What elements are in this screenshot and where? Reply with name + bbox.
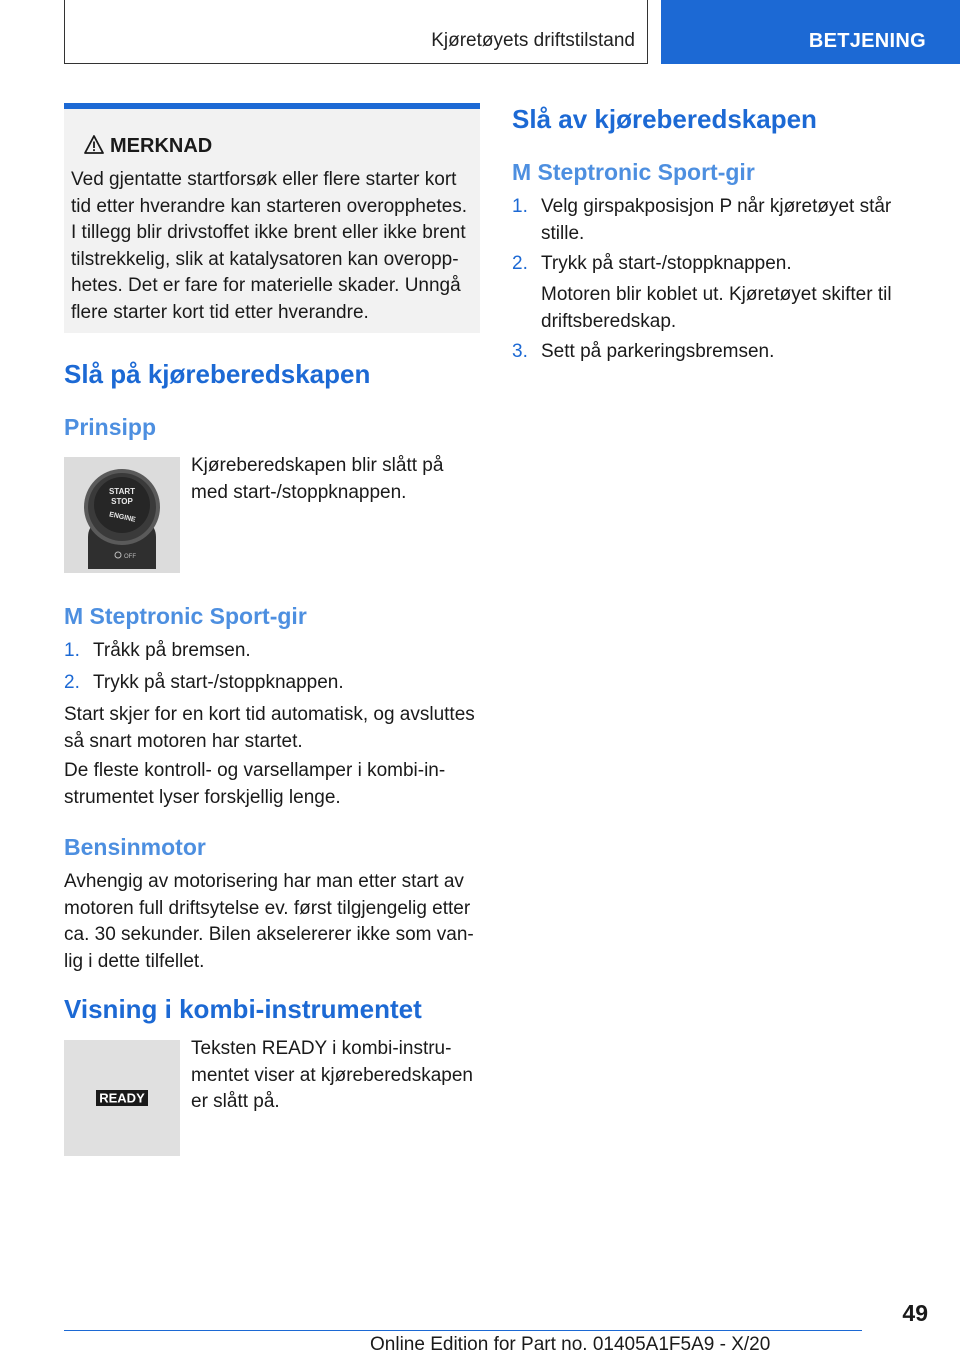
notice-label: MERKNAD xyxy=(110,135,213,157)
heading-start-drive-ready: Slå på kjøreberedskapen xyxy=(64,359,371,389)
heading-stop-drive-ready: Slå av kjøreberedskapen xyxy=(512,104,817,134)
list-item xyxy=(64,670,480,697)
text-line: mentet viser at kjøreberedskapen xyxy=(191,1064,473,1086)
step-text: Trykk på start-/stoppknappen. xyxy=(93,672,344,693)
text-line: Motoren blir koblet ut. Kjøretøyet skifter til xyxy=(541,284,892,305)
paragraph-warning-lamps xyxy=(64,758,480,811)
ready-indicator-icon xyxy=(64,1040,180,1156)
notice-line: tid etter hverandre kan starteren overopphetes. xyxy=(71,195,468,217)
text-line: med start-/stoppknappen. xyxy=(191,481,407,503)
text-line: motoren full driftsytelse ev. først tilgjengelig etter xyxy=(64,897,471,919)
list-item xyxy=(512,251,902,278)
page-number: 49 xyxy=(902,1300,928,1326)
text-line: Kjøreberedskapen blir slått på xyxy=(191,455,444,476)
text-line: er slått på. xyxy=(191,1091,280,1112)
step-text xyxy=(541,282,892,335)
principle-text xyxy=(191,453,480,506)
text-line: strumentet lyser forskjellig lenge. xyxy=(64,786,341,808)
ready-display-image xyxy=(64,1040,180,1156)
ready-label: READY xyxy=(99,1090,145,1106)
button-label-off: OFF xyxy=(124,554,136,560)
warning-icon xyxy=(84,135,104,154)
notice-line: tilstrekkelig, slik at katalysatoren kan overopp- xyxy=(71,248,459,270)
notice-line: I tillegg blir drivstoffet ikke brent eller ikke brent xyxy=(71,222,466,243)
button-label-stop: STOP xyxy=(111,497,133,506)
list-item xyxy=(512,194,902,248)
paragraph-auto-start xyxy=(64,702,480,755)
notice-line: Ved gjentatte startforsøk eller flere starter kort xyxy=(71,169,457,190)
heading-steptronic-stop: M Steptronic Sport-gir xyxy=(512,159,755,185)
paragraph-petrol xyxy=(64,869,480,975)
text-line: Teksten READY i kombi-instru- xyxy=(191,1038,452,1059)
notice-text xyxy=(71,167,475,326)
heading-instrument-display: Visning i kombi-instrumentet xyxy=(64,994,422,1024)
list-item xyxy=(64,638,480,665)
display-text xyxy=(191,1036,480,1116)
text-line: lig i dette tilfellet. xyxy=(64,950,205,972)
step-text xyxy=(541,194,891,247)
list-item xyxy=(512,339,902,366)
footer-divider xyxy=(64,1330,862,1331)
button-label-start: START xyxy=(108,487,136,496)
step-number: 2. xyxy=(512,253,528,274)
header-section-box xyxy=(64,0,648,64)
step-number: 1. xyxy=(64,640,80,661)
step-text: Tråkk på bremsen. xyxy=(93,640,251,661)
text-line: Velg girspakposisjon P når kjøretøyet står xyxy=(541,196,892,217)
start-stop-button-icon xyxy=(64,457,180,573)
text-line: så snart motoren har startet. xyxy=(64,730,303,752)
step-number: 2. xyxy=(64,672,80,693)
text-line: Start skjer for en kort tid automatisk, og avsluttes xyxy=(64,704,475,725)
chapter-tab[interactable] xyxy=(661,0,960,64)
footer-edition: Online Edition for Part no. 01405A1F5A9 - X/20 xyxy=(370,1334,771,1355)
heading-principle: Prinsipp xyxy=(64,414,157,440)
chapter-tab-label: BETJENING xyxy=(808,30,926,52)
text-line: ca. 30 sekunder. Bilen akselererer ikke som van- xyxy=(64,924,474,945)
step-text: Trykk på start-/stoppknappen. xyxy=(541,253,792,274)
text-line: Avhengig av motorisering har man etter start av xyxy=(64,871,464,892)
heading-steptronic-start: M Steptronic Sport-gir xyxy=(64,603,307,629)
notice-box xyxy=(64,103,480,333)
step-number: 1. xyxy=(512,196,528,217)
step-text: Sett på parkeringsbremsen. xyxy=(541,341,775,362)
start-stop-button-image xyxy=(64,457,180,573)
text-line: driftsberedskap. xyxy=(541,310,677,332)
step-result-text xyxy=(512,282,902,336)
text-line: stille. xyxy=(541,222,585,244)
button-label-engine: ENGINE xyxy=(108,511,137,524)
step-number: 3. xyxy=(512,341,528,362)
notice-line: hetes. Det er fare for materielle skader. Unngå xyxy=(71,275,461,296)
heading-petrol-engine: Bensinmotor xyxy=(64,834,206,860)
text-line: De fleste kontroll- og varsellamper i kombi-in- xyxy=(64,760,446,781)
notice-line: flere starter kort tid etter hverandre. xyxy=(71,301,369,323)
section-title: Kjøretøyets driftstilstand xyxy=(431,30,635,51)
